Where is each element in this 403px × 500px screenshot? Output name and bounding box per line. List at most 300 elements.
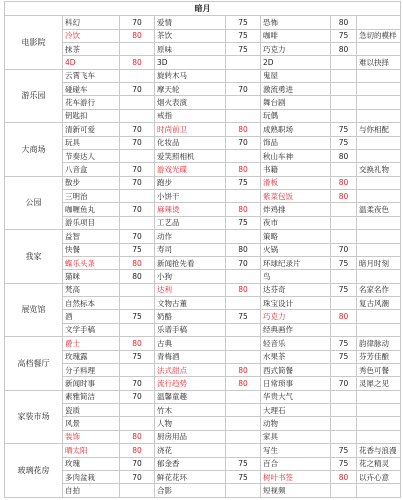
cell-option-b: 寿司 — [155, 243, 226, 256]
cell-option-c: 树叶书签 — [261, 470, 331, 483]
cell-outcome: 温柔夜色 — [357, 203, 401, 216]
table-row — [5, 310, 401, 323]
cell-option-a: 咖喱鱼丸 — [63, 203, 120, 216]
cell-score-b — [226, 96, 261, 109]
table-row — [5, 216, 401, 229]
cell-option-a: 八音盒 — [63, 163, 120, 176]
cell-option-b: 戒指 — [155, 109, 226, 122]
cell-option-b: 茶饮 — [155, 29, 226, 42]
cell-score-b: 80 — [226, 243, 261, 256]
cell-option-c: 策略 — [261, 230, 331, 243]
cell-option-c: 达芬奇 — [261, 283, 331, 296]
cell-score-a: 70 — [120, 136, 155, 149]
category-label: 大商场 — [5, 123, 63, 177]
table-row — [5, 297, 401, 310]
table-row — [5, 457, 401, 470]
cell-option-b: 游戏光碟 — [155, 163, 226, 176]
cell-score-a: 70 — [120, 457, 155, 470]
cell-option-b: 3D — [155, 56, 226, 69]
cell-score-a: 70 — [120, 377, 155, 390]
cell-score-b: 70 — [226, 256, 261, 269]
table-row — [5, 444, 401, 457]
cell-option-b: 达利 — [155, 283, 226, 296]
cell-option-c: 西式简餐 — [261, 363, 331, 376]
cell-outcome — [357, 42, 401, 55]
cell-option-a: 清新可爱 — [63, 123, 120, 136]
cell-option-c: 家具 — [261, 430, 331, 443]
cell-option-b: 厨房用品 — [155, 430, 226, 443]
cell-score-c: 80 — [331, 310, 357, 323]
cell-option-b: 小狗 — [155, 270, 226, 283]
cell-option-b: 青梅酒 — [155, 350, 226, 363]
cell-option-c: 短视频 — [261, 484, 331, 498]
cell-option-b: 鲜花花环 — [155, 470, 226, 483]
cell-option-b: 旋转木马 — [155, 69, 226, 82]
cell-option-c: 火锅 — [261, 243, 331, 256]
cell-option-a: 散步 — [63, 176, 120, 189]
cell-option-c: 舞台剧 — [261, 96, 331, 109]
cell-score-a — [120, 109, 155, 122]
cell-option-c: 日常琐事 — [261, 377, 331, 390]
cell-option-b: 爱笑照相机 — [155, 149, 226, 162]
cell-score-a: 80 — [120, 430, 155, 443]
cell-option-c: 2D — [261, 56, 331, 69]
cell-option-c: 鸟 — [261, 270, 331, 283]
cell-score-c: 75 — [331, 29, 357, 42]
table-row — [5, 190, 401, 203]
cell-option-a: 益智 — [63, 230, 120, 243]
cell-option-a: 装饰 — [63, 430, 120, 443]
cell-option-c: 激流勇进 — [261, 83, 331, 96]
category-label: 高档餐厅 — [5, 337, 63, 391]
cell-option-c: 鬼屋 — [261, 69, 331, 82]
cell-option-c: 秋山车神 — [261, 149, 331, 162]
cell-option-a: 节奏达人 — [63, 149, 120, 162]
cell-score-c: 80 — [331, 470, 357, 483]
cell-score-b — [226, 149, 261, 162]
cell-option-a: 文学手稿 — [63, 323, 120, 336]
cell-outcome — [357, 216, 401, 229]
cell-score-c: 70 — [331, 377, 357, 390]
cell-option-b: 时尚前卫 — [155, 123, 226, 136]
table-row — [5, 270, 401, 283]
cell-outcome — [357, 96, 401, 109]
cell-score-a: 75 — [120, 310, 155, 323]
table-row — [5, 323, 401, 336]
cell-outcome — [357, 16, 401, 29]
category-label: 公园 — [5, 176, 63, 230]
cell-score-a: 75 — [120, 350, 155, 363]
cell-score-b: 75 — [226, 470, 261, 483]
cell-score-b: 80 — [226, 163, 261, 176]
cell-score-a: 80 — [120, 444, 155, 457]
cell-option-b: 竹木 — [155, 404, 226, 417]
cell-option-b: 小饼干 — [155, 190, 226, 203]
cell-option-b: 动作 — [155, 230, 226, 243]
cell-score-c — [331, 323, 357, 336]
cell-option-c: 巧克力 — [261, 310, 331, 323]
cell-score-b: 75 — [226, 310, 261, 323]
cell-outcome: 芬芳佳酿 — [357, 350, 401, 363]
cell-score-a — [120, 404, 155, 417]
cell-option-c: 咖啡 — [261, 29, 331, 42]
cell-outcome — [357, 270, 401, 283]
cell-score-b: 80 — [226, 283, 261, 296]
cell-score-c: 70 — [331, 243, 357, 256]
table-row — [5, 417, 401, 430]
cell-score-b — [226, 350, 261, 363]
table-row — [5, 484, 401, 498]
cell-score-a: 70 — [120, 203, 155, 216]
cell-option-a: 晒太阳 — [63, 444, 120, 457]
cell-score-a — [120, 42, 155, 55]
cell-option-a: 钥匙扣 — [63, 109, 120, 122]
cell-option-a: 抹茶 — [63, 42, 120, 55]
cell-outcome — [357, 484, 401, 498]
table-row — [5, 363, 401, 376]
cell-score-a: 70 — [120, 83, 155, 96]
cell-option-a: 蝶乐头条 — [63, 256, 120, 269]
cell-score-a: 75 — [120, 243, 155, 256]
cell-option-b: 人物 — [155, 417, 226, 430]
cell-option-a: 云霄飞车 — [63, 69, 120, 82]
cell-option-b: 文物古董 — [155, 297, 226, 310]
cell-score-b — [226, 484, 261, 498]
cell-score-b: 75 — [226, 16, 261, 29]
cell-score-c: 75 — [331, 457, 357, 470]
table-row — [5, 149, 401, 162]
cell-score-b — [226, 417, 261, 430]
cell-option-b: 工艺品 — [155, 216, 226, 229]
cell-score-a — [120, 283, 155, 296]
cell-score-c — [331, 56, 357, 69]
table-row — [5, 56, 401, 69]
cell-outcome: 名家名作 — [357, 283, 401, 296]
table-row — [5, 136, 401, 149]
table-row — [5, 69, 401, 82]
cell-option-a: 瓷质 — [63, 404, 120, 417]
cell-outcome — [357, 136, 401, 149]
cell-score-c: 80 — [331, 16, 357, 29]
cell-score-c: 80 — [331, 149, 357, 162]
cell-score-a: 80 — [120, 337, 155, 350]
cell-outcome: 花之精灵 — [357, 457, 401, 470]
table-row — [5, 109, 401, 122]
cell-score-a: 80 — [120, 56, 155, 69]
table-row — [5, 283, 401, 296]
cell-score-b: 80 — [226, 123, 261, 136]
cell-option-a: 自拍 — [63, 484, 120, 498]
cell-outcome: 难以抉择 — [357, 56, 401, 69]
table-row — [5, 176, 401, 189]
cell-option-b: 乐谱手稿 — [155, 323, 226, 336]
cell-score-a: 70 — [120, 390, 155, 403]
category-label: 我家 — [5, 230, 63, 284]
cell-score-c — [331, 390, 357, 403]
cell-outcome — [357, 149, 401, 162]
cell-score-b — [226, 270, 261, 283]
cell-option-a: 自然标本 — [63, 297, 120, 310]
table-row — [5, 430, 401, 443]
cell-score-c: 75 — [331, 256, 357, 269]
cell-score-b — [226, 297, 261, 310]
table-row — [5, 404, 401, 417]
cell-option-a: 爵士 — [63, 337, 120, 350]
cell-score-a — [120, 190, 155, 203]
cell-outcome — [357, 323, 401, 336]
cell-option-c: 成熟职场 — [261, 123, 331, 136]
cell-option-a: 风景 — [63, 417, 120, 430]
table-row — [5, 230, 401, 243]
cell-option-c: 华贵大气 — [261, 390, 331, 403]
cell-score-b — [226, 230, 261, 243]
cell-option-a: 科幻 — [63, 16, 120, 29]
cell-outcome: 暗月时刻 — [357, 256, 401, 269]
cell-outcome — [357, 176, 401, 189]
cell-option-c: 环球纪录片 — [261, 256, 331, 269]
cell-outcome — [357, 243, 401, 256]
cell-option-c: 水果茶 — [261, 350, 331, 363]
cell-option-c: 珠宝设计 — [261, 297, 331, 310]
cell-option-a: 4D — [63, 56, 120, 69]
cell-score-c: 80 — [331, 42, 357, 55]
cell-score-a: 70 — [120, 163, 155, 176]
cell-score-b: 70 — [226, 83, 261, 96]
cell-option-b: 郁金香 — [155, 457, 226, 470]
cell-score-b — [226, 404, 261, 417]
table-row — [5, 16, 401, 29]
table-row — [5, 203, 401, 216]
cell-score-b: 80 — [226, 203, 261, 216]
cell-score-c: 75 — [331, 123, 357, 136]
cell-option-a: 玩具 — [63, 136, 120, 149]
cell-option-a: 花车游行 — [63, 96, 120, 109]
table-title: 暗月 — [5, 2, 401, 16]
cell-score-a: 70 — [120, 230, 155, 243]
cell-option-b: 新闻抢先看 — [155, 256, 226, 269]
cell-score-c: 75 — [331, 444, 357, 457]
cell-option-c: 夜市 — [261, 216, 331, 229]
cell-score-b — [226, 323, 261, 336]
cell-score-a — [120, 69, 155, 82]
cell-outcome — [357, 190, 401, 203]
cell-outcome: 以卉心意 — [357, 470, 401, 483]
cell-option-c: 动物 — [261, 417, 331, 430]
cell-outcome — [357, 430, 401, 443]
category-label: 游乐园 — [5, 69, 63, 123]
cell-score-c — [331, 430, 357, 443]
cell-option-b: 浇花 — [155, 444, 226, 457]
cell-outcome: 交换礼物 — [357, 163, 401, 176]
cell-score-c: 75 — [331, 283, 357, 296]
cell-score-b — [226, 444, 261, 457]
cell-score-c — [331, 417, 357, 430]
cell-score-b — [226, 69, 261, 82]
cell-option-c: 饰品 — [261, 136, 331, 149]
cell-outcome — [357, 404, 401, 417]
cell-score-c — [331, 363, 357, 376]
cell-outcome: 花香与浪漫 — [357, 444, 401, 457]
cell-score-c: 75 — [331, 350, 357, 363]
cell-option-c: 写生 — [261, 444, 331, 457]
cell-option-a: 冷饮 — [63, 29, 120, 42]
category-label: 家装市场 — [5, 390, 63, 444]
cell-score-a — [120, 323, 155, 336]
cell-outcome: 复古风潮 — [357, 297, 401, 310]
cell-option-b: 温馨童趣 — [155, 390, 226, 403]
cell-option-c: 玩偶 — [261, 109, 331, 122]
table-row — [5, 243, 401, 256]
cell-option-c: 轻音乐 — [261, 337, 331, 350]
table-row — [5, 390, 401, 403]
cell-score-b — [226, 390, 261, 403]
cell-outcome: 急切的模样 — [357, 29, 401, 42]
choice-score-table — [4, 1, 401, 498]
cell-score-a — [120, 297, 155, 310]
cell-score-b — [226, 109, 261, 122]
cell-score-a: 70 — [120, 16, 155, 29]
cell-score-c — [331, 163, 357, 176]
cell-outcome — [357, 390, 401, 403]
cell-outcome — [357, 417, 401, 430]
cell-score-c — [331, 216, 357, 229]
table-row — [5, 377, 401, 390]
table-row — [5, 29, 401, 42]
cell-score-b: 75 — [226, 42, 261, 55]
cell-outcome: 与你相配 — [357, 123, 401, 136]
cell-score-a: 70 — [120, 123, 155, 136]
cell-option-c: 紫菜包饭 — [261, 190, 331, 203]
cell-option-b: 合影 — [155, 484, 226, 498]
cell-outcome: 秀色可餐 — [357, 363, 401, 376]
cell-option-c: 滑板 — [261, 176, 331, 189]
cell-score-b — [226, 56, 261, 69]
cell-option-a: 酒 — [63, 310, 120, 323]
cell-option-b: 摩天轮 — [155, 83, 226, 96]
cell-option-b: 原味 — [155, 42, 226, 55]
table-row — [5, 256, 401, 269]
cell-outcome — [357, 109, 401, 122]
cell-option-c: 炸鸡排 — [261, 203, 331, 216]
cell-score-b — [226, 337, 261, 350]
cell-option-b: 跑步 — [155, 176, 226, 189]
cell-score-a: 70 — [120, 176, 155, 189]
cell-option-a: 快餐 — [63, 243, 120, 256]
cell-outcome — [357, 69, 401, 82]
table-row — [5, 96, 401, 109]
category-label: 展览馆 — [5, 283, 63, 337]
category-label: 玻璃花房 — [5, 444, 63, 498]
cell-option-c: 经典画作 — [261, 323, 331, 336]
cell-score-c — [331, 203, 357, 216]
cell-option-b: 法式甜点 — [155, 363, 226, 376]
cell-option-a: 素雅简洁 — [63, 390, 120, 403]
cell-score-b: 75 — [226, 457, 261, 470]
cell-score-c — [331, 297, 357, 310]
cell-option-c: 大理石 — [261, 404, 331, 417]
table-row — [5, 42, 401, 55]
cell-score-c: 75 — [331, 337, 357, 350]
table-row — [5, 470, 401, 483]
cell-option-a: 多肉盆栽 — [63, 470, 120, 483]
cell-outcome — [357, 83, 401, 96]
cell-score-b: 75 — [226, 216, 261, 229]
table-row — [5, 350, 401, 363]
cell-option-a: 猫咪 — [63, 270, 120, 283]
table-row — [5, 123, 401, 136]
cell-score-c — [331, 270, 357, 283]
cell-option-b: 化妆品 — [155, 136, 226, 149]
cell-option-b: 麻辣烫 — [155, 203, 226, 216]
cell-score-c — [331, 109, 357, 122]
table-row — [5, 83, 401, 96]
cell-score-c — [331, 96, 357, 109]
cell-outcome — [357, 310, 401, 323]
cell-score-b: 80 — [226, 377, 261, 390]
cell-score-c: 80 — [331, 176, 357, 189]
cell-score-a — [120, 417, 155, 430]
cell-score-b — [226, 430, 261, 443]
cell-score-a — [120, 216, 155, 229]
cell-score-a — [120, 484, 155, 498]
cell-option-a: 碰碰车 — [63, 83, 120, 96]
cell-outcome: 韵律脉动 — [357, 337, 401, 350]
cell-score-c — [331, 484, 357, 498]
title-row — [5, 2, 401, 16]
cell-outcome — [357, 230, 401, 243]
cell-option-c: 百合 — [261, 457, 331, 470]
cell-option-a: 游乐项目 — [63, 216, 120, 229]
cell-score-b: 75 — [226, 29, 261, 42]
cell-score-c: 75 — [331, 136, 357, 149]
cell-option-c: 恐怖 — [261, 16, 331, 29]
cell-score-a: 70 — [120, 470, 155, 483]
cell-option-b: 古典 — [155, 337, 226, 350]
cell-option-b: 爱情 — [155, 16, 226, 29]
cell-option-b: 奶酪 — [155, 310, 226, 323]
cell-score-a — [120, 149, 155, 162]
cell-option-a: 三明治 — [63, 190, 120, 203]
cell-option-c: 书籍 — [261, 163, 331, 176]
category-label: 电影院 — [5, 16, 63, 70]
cell-score-c: 80 — [331, 190, 357, 203]
cell-score-b — [226, 190, 261, 203]
cell-option-b: 流行趋势 — [155, 377, 226, 390]
cell-score-c — [331, 404, 357, 417]
cell-score-b: 75 — [226, 176, 261, 189]
cell-score-a: 80 — [120, 256, 155, 269]
cell-outcome: 灵犀之见 — [357, 377, 401, 390]
cell-score-b: 70 — [226, 136, 261, 149]
cell-option-a: 梵高 — [63, 283, 120, 296]
cell-score-c — [331, 69, 357, 82]
cell-option-a: 分子料理 — [63, 363, 120, 376]
cell-option-a: 新闻时事 — [63, 377, 120, 390]
cell-score-b: 80 — [226, 363, 261, 376]
cell-score-a: 80 — [120, 29, 155, 42]
cell-option-b: 烟火表演 — [155, 96, 226, 109]
cell-score-c — [331, 83, 357, 96]
table-row — [5, 337, 401, 350]
table-row — [5, 163, 401, 176]
cell-option-c: 巧克力 — [261, 42, 331, 55]
cell-option-a: 玫瑰露 — [63, 350, 120, 363]
cell-option-a: 玫瑰 — [63, 457, 120, 470]
cell-score-a: 80 — [120, 270, 155, 283]
cell-score-a — [120, 96, 155, 109]
cell-score-a — [120, 363, 155, 376]
cell-score-c — [331, 230, 357, 243]
